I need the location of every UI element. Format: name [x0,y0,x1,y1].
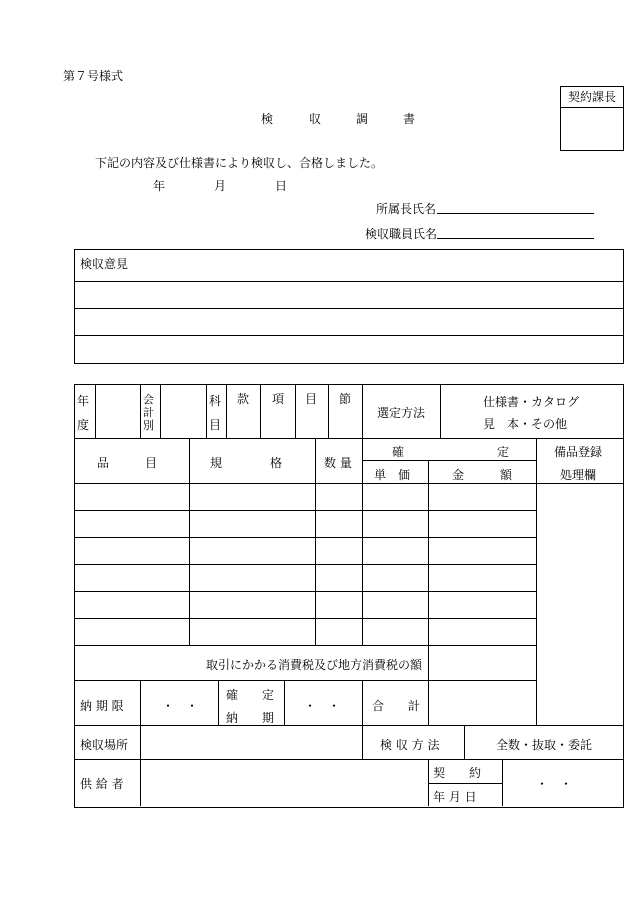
supplier-label: 供 給 者 [80,777,124,791]
quantity-header: 数 量 [324,456,352,470]
contract-date-label-a: 契 約 [433,766,482,780]
selection-option-spec: 仕様書・カタログ [483,395,580,409]
selection-method-label: 選定方法 [377,406,426,420]
spec-header: 規 格 [210,456,283,470]
account-label-b: 計 [143,406,154,419]
statement: 下記の内容及び仕様書により検収し、合格しました。 [95,156,384,170]
item-header: 品 目 [97,456,158,470]
inspector-name-label: 検収職員氏名 [365,227,438,241]
inspection-method-label: 検 収 方 法 [380,738,440,752]
confirmed-delivery-label-a: 確 定 [226,688,275,702]
year-label-b: 度 [77,418,90,432]
account-label-a: 会 [143,393,154,406]
contract-date-label-b: 年 月 日 [433,790,477,804]
confirmed-delivery-label-b: 納 期 [226,711,275,725]
kou-label: 項 [272,392,285,406]
year-label-a: 年 [77,394,90,408]
setsu-label: 節 [339,392,352,406]
account-label-c: 別 [143,419,154,432]
equipment-registration-header-b: 処理欄 [560,468,597,482]
confirmed-header-a: 確 [392,445,405,459]
form-number: 第７号様式 [63,69,124,83]
total-label: 合 計 [372,699,421,713]
delivery-deadline-label: 納 期 限 [80,699,124,713]
kan-label: 款 [237,392,250,406]
opinion-table [74,249,624,364]
inspection-method-options: 全数・抜取・委託 [496,738,593,752]
manager-signature-line[interactable] [437,213,594,214]
doc-title-2: 収 [309,112,322,126]
date-day: 日 [275,179,288,193]
moku-label: 目 [305,392,318,406]
subject-label-b: 目 [209,418,222,432]
inspection-place-label: 検収場所 [80,738,129,752]
equipment-registration-header-a: 備品登録 [554,445,603,459]
doc-title-1: 検 [261,112,274,126]
doc-title-3: 調 [356,112,369,126]
inspector-signature-line[interactable] [437,238,594,239]
unit-price-header: 単 価 [374,468,411,482]
contract-date-value: ・ ・ [536,777,573,791]
subject-label-a: 科 [209,394,222,408]
approver-stamp-box [560,86,624,151]
doc-title-4: 書 [403,112,416,126]
opinion-label: 検収意見 [80,257,129,271]
selection-option-sample: 見 本・その他 [483,417,568,431]
delivery-deadline-date: ・ ・ [162,699,199,713]
manager-name-label: 所属長氏名 [376,202,437,216]
amount-header: 金 額 [452,468,513,482]
date-month: 月 [214,179,227,193]
date-year: 年 [153,179,166,193]
confirmed-delivery-date: ・ ・ [304,699,341,713]
tax-label: 取引にかかる消費税及び地方消費税の額 [206,658,423,672]
approver-box-label: 契約課長 [561,87,623,108]
confirmed-header-b: 定 [497,445,510,459]
